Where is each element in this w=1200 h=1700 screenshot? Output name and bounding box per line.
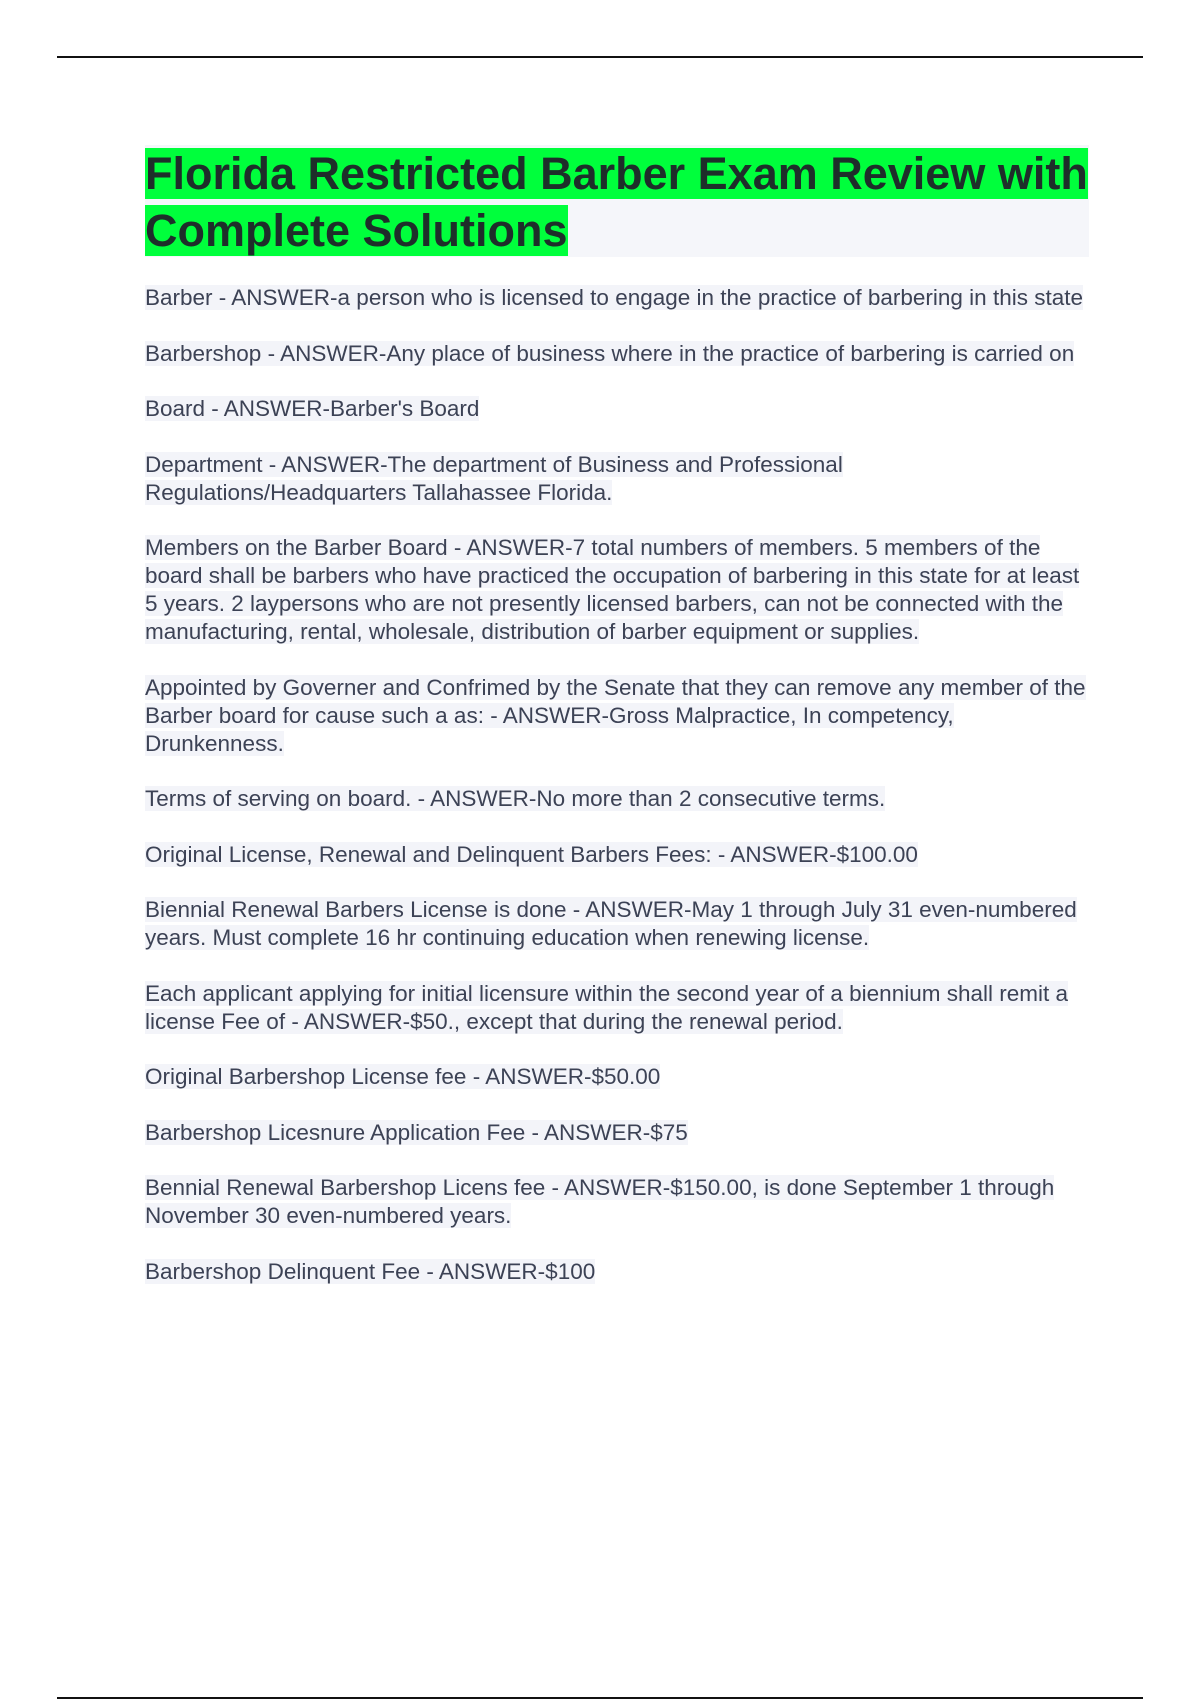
- qa-item: Barbershop Delinquent Fee - ANSWER-$100: [145, 1258, 596, 1284]
- qa-item: Terms of serving on board. - ANSWER-No more than 2 consecutive terms.: [145, 786, 886, 811]
- qa-item: Department - ANSWER-The department of Business and Professional Regulations/Headquarters Tallahassee Florida.: [145, 451, 843, 505]
- qa-item: Biennial Renewal Barbers License is done - ANSWER-May 1 through July 31 even-numbered years. Must complete 16 hr continuing education when renewing license.: [145, 897, 1077, 950]
- qa-item: Barbershop Licesnure Application Fee - ANSWER-$75: [145, 1119, 688, 1145]
- qa-item: Board - ANSWER-Barber's Board: [145, 396, 480, 421]
- qa-item: Appointed by Governer and Confrimed by the Senate that they can remove any member of the Barber board for cause such a as: - ANSWER-Gross Malpractice, In competency, Drunkenness.: [145, 674, 1086, 756]
- qa-item: Original License, Renewal and Delinquent Barbers Fees: - ANSWER-$100.00: [145, 841, 918, 867]
- qa-item: Barbershop - ANSWER-Any place of business where in the practice of barbering is carried on: [145, 340, 1075, 366]
- qa-item: Each applicant applying for initial licensure within the second year of a biennium shall remit a license Fee of - ANSWER-$50., except that during the renewal period.: [145, 980, 1069, 1034]
- qa-item: Barber - ANSWER-a person who is licensed to engage in the practice of barbering in this state: [145, 285, 1083, 310]
- qa-item: Members on the Barber Board - ANSWER-7 total numbers of members. 5 members of the board shall be barbers who have practiced the occupation of barbering in this state for at least 5 years. 2 laypersons who are not presently licensed barbers, can not be connected with the manufacturing, rental, wholesale, distribution of barber equipment or supplies.: [145, 535, 1080, 644]
- title-block: [145, 145, 1089, 257]
- document-title: [145, 145, 1089, 259]
- document-title-text: Florida Restricted Barber Exam Review with Complete Solutions: [145, 148, 1088, 256]
- header-rule: [57, 56, 1143, 58]
- footer-rule: [57, 1697, 1143, 1699]
- qa-item: Bennial Renewal Barbershop Licens fee - ANSWER-$150.00, is done September 1 through November 30 even-numbered years.: [145, 1175, 1055, 1228]
- qa-item: Original Barbershop License fee - ANSWER-$50.00: [145, 1064, 661, 1089]
- qa-list: [145, 284, 1090, 1313]
